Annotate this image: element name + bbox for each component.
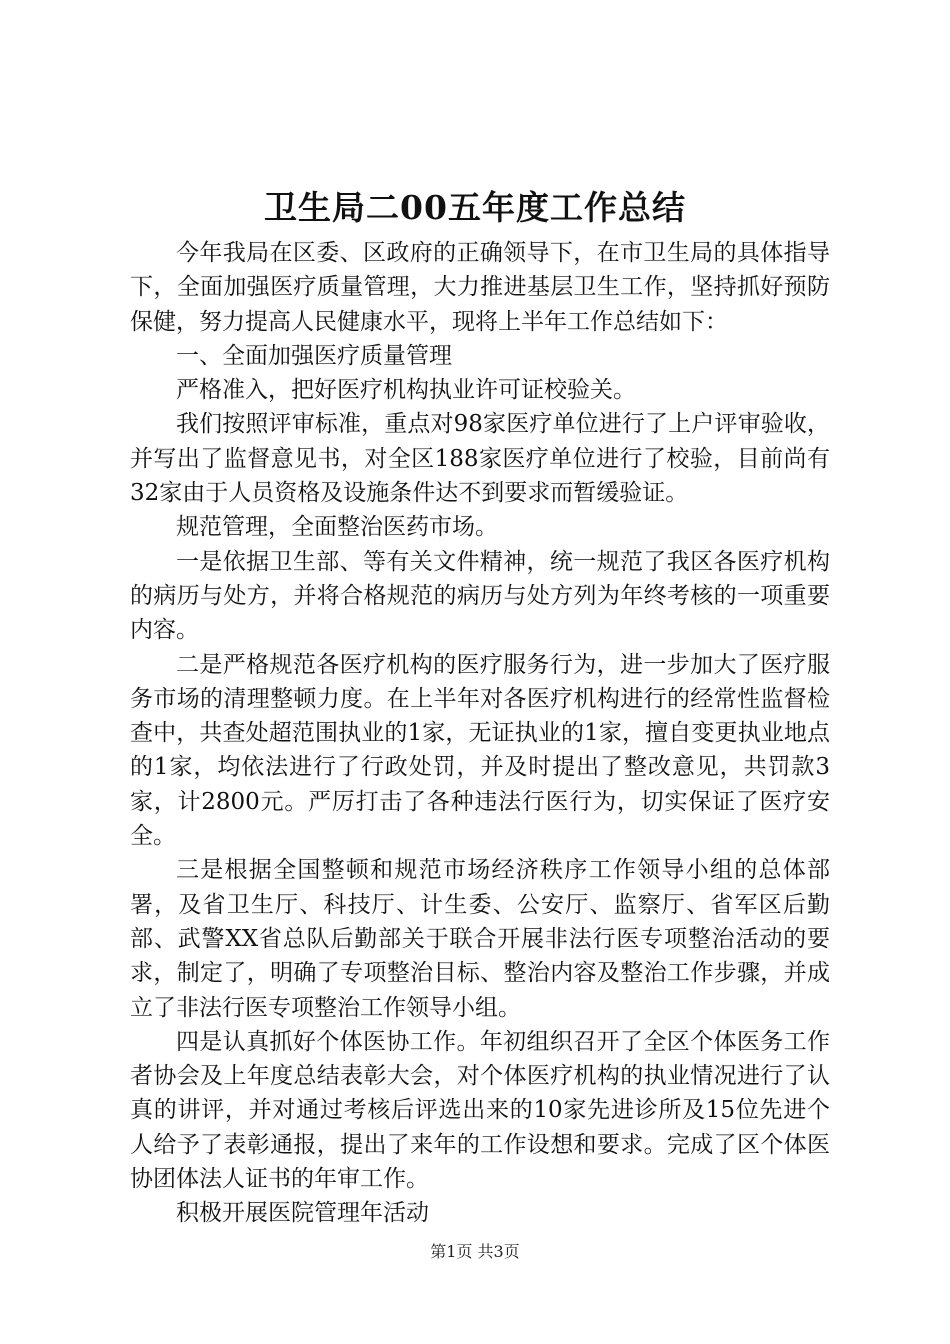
subheading-access: 严格准入，把好医疗机构执业许可证校验关。 bbox=[176, 377, 636, 404]
paragraph-point-3: 三是根据全国整顿和规范市场经济秩序工作领导小组的总体部署，及省卫生厅、科技厅、计生委、公安厅、监察厅、省军区后勤部、武警XX省总队后勤部关于联合开展非法行医专项整治活动的要求，制定了，明确了专项整治目标、整治内容及整治工作步骤，并成立了非法行医专项整治工作领导小组。 bbox=[130, 857, 830, 1021]
subheading-market: 规范管理，全面整治医药市场。 bbox=[176, 514, 498, 541]
paragraph-point-2: 二是严格规范各医疗机构的医疗服务行为，进一步加大了医疗服务市场的清理整顿力度。在上半年对各医疗机构进行的经常性监督检查中，共查处超范围执业的1家，无证执业的1家，擅自变更执业地点的1家，均依法进行了行政处罚，并及时提出了整改意见，共罚款3家，计2800元。严厉打击了各种违法行医行为，切实保证了医疗安全。 bbox=[130, 651, 830, 850]
subheading-hospital-management: 积极开展医院管理年活动 bbox=[176, 1200, 429, 1227]
document-body bbox=[130, 236, 830, 1231]
paragraph-intro: 今年我局在区委、区政府的正确领导下，在市卫生局的具体指导下，全面加强医疗质量管理，大力推进基层卫生工作，坚持抓好预防保健，努力提高人民健康水平，现将上半年工作总结如下： bbox=[130, 240, 830, 335]
paragraph-point-4: 四是认真抓好个体医协工作。年初组织召开了全区个体医务工作者协会及上年度总结表彰大会，对个体医疗机构的执业情况进行了认真的讲评，并对通过考核后评选出来的10家先进诊所及15位先进个人给予了表彰通报，提出了来年的工作设想和要求。完成了区个体医协团体法人证书的年审工作。 bbox=[130, 1028, 830, 1193]
section-heading-1: 一、全面加强医疗质量管理 bbox=[176, 342, 452, 369]
document-title: 卫生局二00五年度工作总结 bbox=[264, 188, 686, 227]
page-footer: 第1页 共3页 bbox=[430, 1242, 520, 1261]
paragraph-review: 我们按照评审标准，重点对98家医疗单位进行了上户评审验收，并写出了监督意见书，对全区188家医疗单位进行了校验，目前尚有32家由于人员资格及设施条件达不到要求而暂缓验证。 bbox=[130, 411, 830, 507]
paragraph-point-1: 一是依据卫生部、等有关文件精神，统一规范了我区各医疗机构的病历与处方，并将合格规范的病历与处方列为年终考核的一项重要内容。 bbox=[130, 548, 830, 644]
